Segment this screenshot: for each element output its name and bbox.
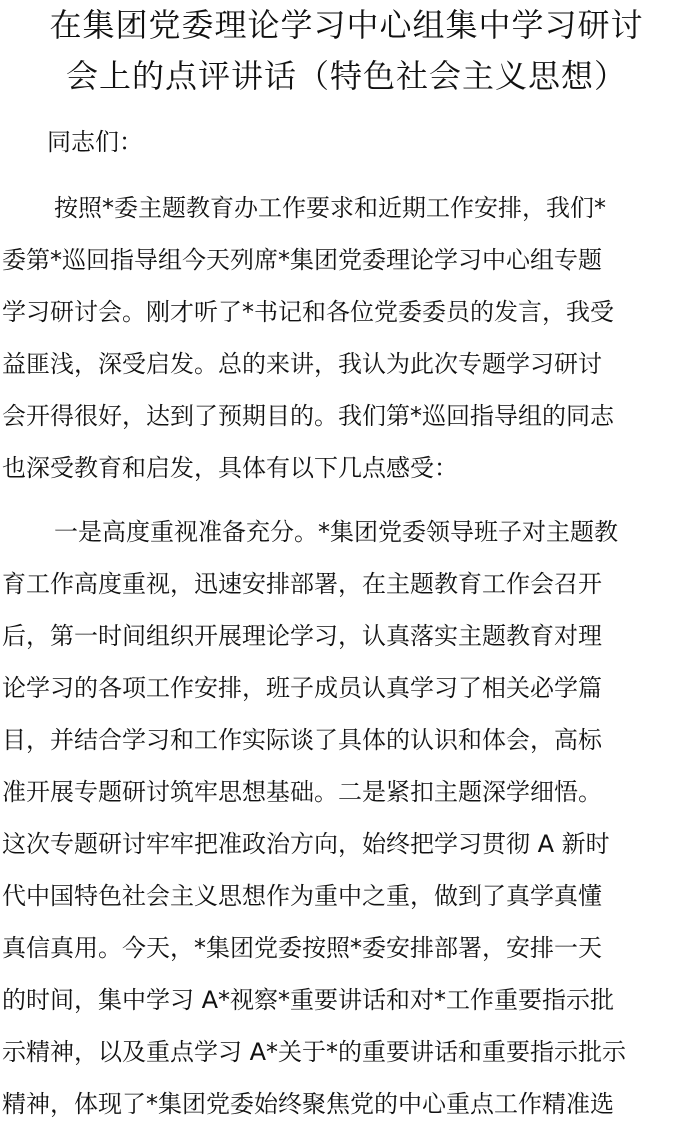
paragraph-line: 会开得很好，达到了预期目的。我们第*巡回指导组的同志 (2, 402, 614, 430)
paragraph (2, 506, 692, 1130)
paragraph-line: 也深受教育和启发，具体有以下几点感受： (2, 454, 458, 482)
paragraph-line: 真信真用。今天，*集团党委按照*委安排部署，安排一天 (2, 934, 602, 962)
paragraph-line: 目，并结合学习和工作实际谈了具体的认识和体会，高标 (2, 726, 602, 754)
paragraph-line: 委第*巡回指导组今天列席*集团党委理论学习中心组专题 (2, 246, 602, 274)
paragraph-line: 按照*委主题教育办工作要求和近期工作安排，我们* (54, 194, 606, 222)
title-line: 在集团党委理论学习中心组集中学习研讨 (49, 6, 644, 44)
paragraph (2, 182, 692, 494)
paragraph-line: 这次专题研讨牢牢把准政治方向，始终把学习贯彻 A 新时 (2, 830, 610, 858)
document-title (0, 0, 693, 102)
paragraph-line: 精神，体现了*集团党委始终聚焦党的中心重点工作精准选 (2, 1090, 614, 1118)
paragraph-line: 论学习的各项工作安排，班子成员认真学习了相关必学篇 (2, 674, 602, 702)
paragraph-line: 后，第一时间组织开展理论学习，认真落实主题教育对理 (2, 622, 602, 650)
paragraph-line: 的时间，集中学习 A*视察*重要讲话和对*工作重要指示批 (2, 986, 615, 1014)
paragraph-line: 代中国特色社会主义思想作为重中之重，做到了真学真懂 (2, 882, 602, 910)
paragraph-line: 育工作高度重视，迅速安排部署，在主题教育工作会召开 (2, 570, 602, 598)
salutation: 同志们： (47, 128, 143, 156)
title-line: 会上的点评讲话（特色社会主义思想） (65, 57, 627, 95)
paragraph-line: 学习研讨会。刚才听了*书记和各位党委委员的发言，我受 (2, 298, 614, 326)
paragraph-line: 示精神，以及重点学习 A*关于*的重要讲话和重要指示批示 (2, 1038, 627, 1066)
paragraph-line: 一是高度重视准备充分。*集团党委领导班子对主题教 (54, 518, 618, 546)
paragraph-line: 益匪浅，深受启发。总的来讲，我认为此次专题学习研讨 (2, 350, 602, 378)
paragraph-line: 准开展专题研讨筑牢思想基础。二是紧扣主题深学细悟。 (2, 778, 602, 806)
